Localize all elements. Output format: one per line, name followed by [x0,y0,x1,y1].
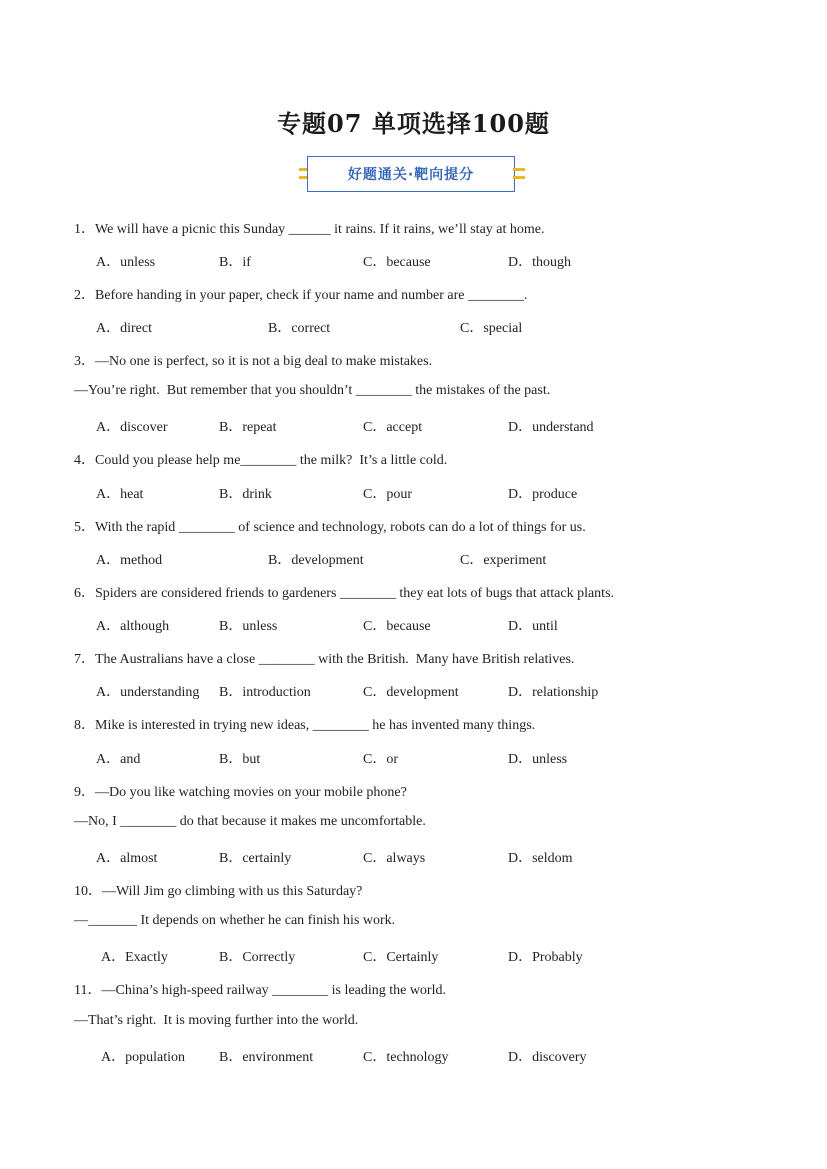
option-b: B．development [268,553,364,568]
question-stem: 3．—No one is perfect, so it is not a big deal to make mistakes. [74,354,433,369]
question-stem-reply: —No, I ________ do that because it makes me uncomfortable. [74,814,426,829]
question-stem: 10．—Will Jim go climbing with us this Saturday? [74,884,363,899]
option-b: B．but [219,752,261,767]
option-a: A．unless [96,255,156,270]
option-c: C．technology [363,1050,449,1065]
option-d: D．discovery [508,1050,587,1065]
question-stem: 1．We will have a picnic this Sunday ______ it rains. If it rains, we’ll stay at home. [74,222,545,237]
option-d: D．produce [508,487,578,502]
banner-decoration [513,176,525,179]
option-a: A．understanding [96,685,200,700]
option-b: B．correct [268,321,331,336]
question-stem: 2．Before handing in your paper, check if your name and number are ________. [74,288,528,303]
page-title: 专题07 单项选择100题 [277,109,550,138]
question-stem-reply: —You’re right. But remember that you shouldn’t ________ the mistakes of the past. [74,383,551,398]
option-b: B．if [219,255,251,270]
question-stem: 5．With the rapid ________ of science and technology, robots can do a lot of things for us. [74,520,586,535]
banner-decoration [513,168,525,171]
option-c: C．or [363,752,398,767]
option-a: A．direct [96,321,152,336]
option-a: A．Exactly [101,950,168,965]
option-d: D．relationship [508,685,599,700]
question-stem: 11．—China’s high-speed railway ________ is leading the world. [74,983,446,998]
option-b: B．unless [219,619,278,634]
option-d: D．Probably [508,950,583,965]
option-c: C．Certainly [363,950,439,965]
option-b: B．certainly [219,851,292,866]
option-d: D．understand [508,420,594,435]
section-banner [297,155,527,195]
question-stem: 8．Mike is interested in trying new ideas, ________ he has invented many things. [74,718,536,733]
option-a: A．method [96,553,163,568]
question-stem-reply: —_______ It depends on whether he can finish his work. [74,913,396,928]
question-stem: 6．Spiders are considered friends to gardeners ________ they eat lots of bugs that attack plants. [74,586,615,601]
option-c: C．pour [363,487,412,502]
option-b: B．introduction [219,685,311,700]
option-a: A．discover [96,420,168,435]
option-d: D．seldom [508,851,573,866]
option-a: A．almost [96,851,158,866]
option-d: D．though [508,255,571,270]
option-a: A．and [96,752,141,767]
option-b: B．repeat [219,420,277,435]
option-d: D．unless [508,752,568,767]
option-a: A．population [101,1050,185,1065]
option-b: B．Correctly [219,950,296,965]
option-b: B．environment [219,1050,314,1065]
option-c: C．development [363,685,459,700]
question-stem: 7．The Australians have a close ________ with the British. Many have British relatives. [74,652,575,667]
question-stem-reply: —That’s right. It is moving further into the world. [74,1013,359,1028]
option-c: C．accept [363,420,423,435]
question-stem: 4．Could you please help me________ the milk? It’s a little cold. [74,453,448,468]
option-c: C．because [363,619,431,634]
banner-label: 好题通关·靶向提分 [307,156,515,192]
option-b: B．drink [219,487,272,502]
option-a: A．heat [96,487,144,502]
question-stem: 9．—Do you like watching movies on your mobile phone? [74,785,407,800]
option-c: C．always [363,851,426,866]
option-d: D．until [508,619,558,634]
option-a: A．although [96,619,170,634]
option-c: C．experiment [460,553,547,568]
option-c: C．special [460,321,523,336]
option-c: C．because [363,255,431,270]
